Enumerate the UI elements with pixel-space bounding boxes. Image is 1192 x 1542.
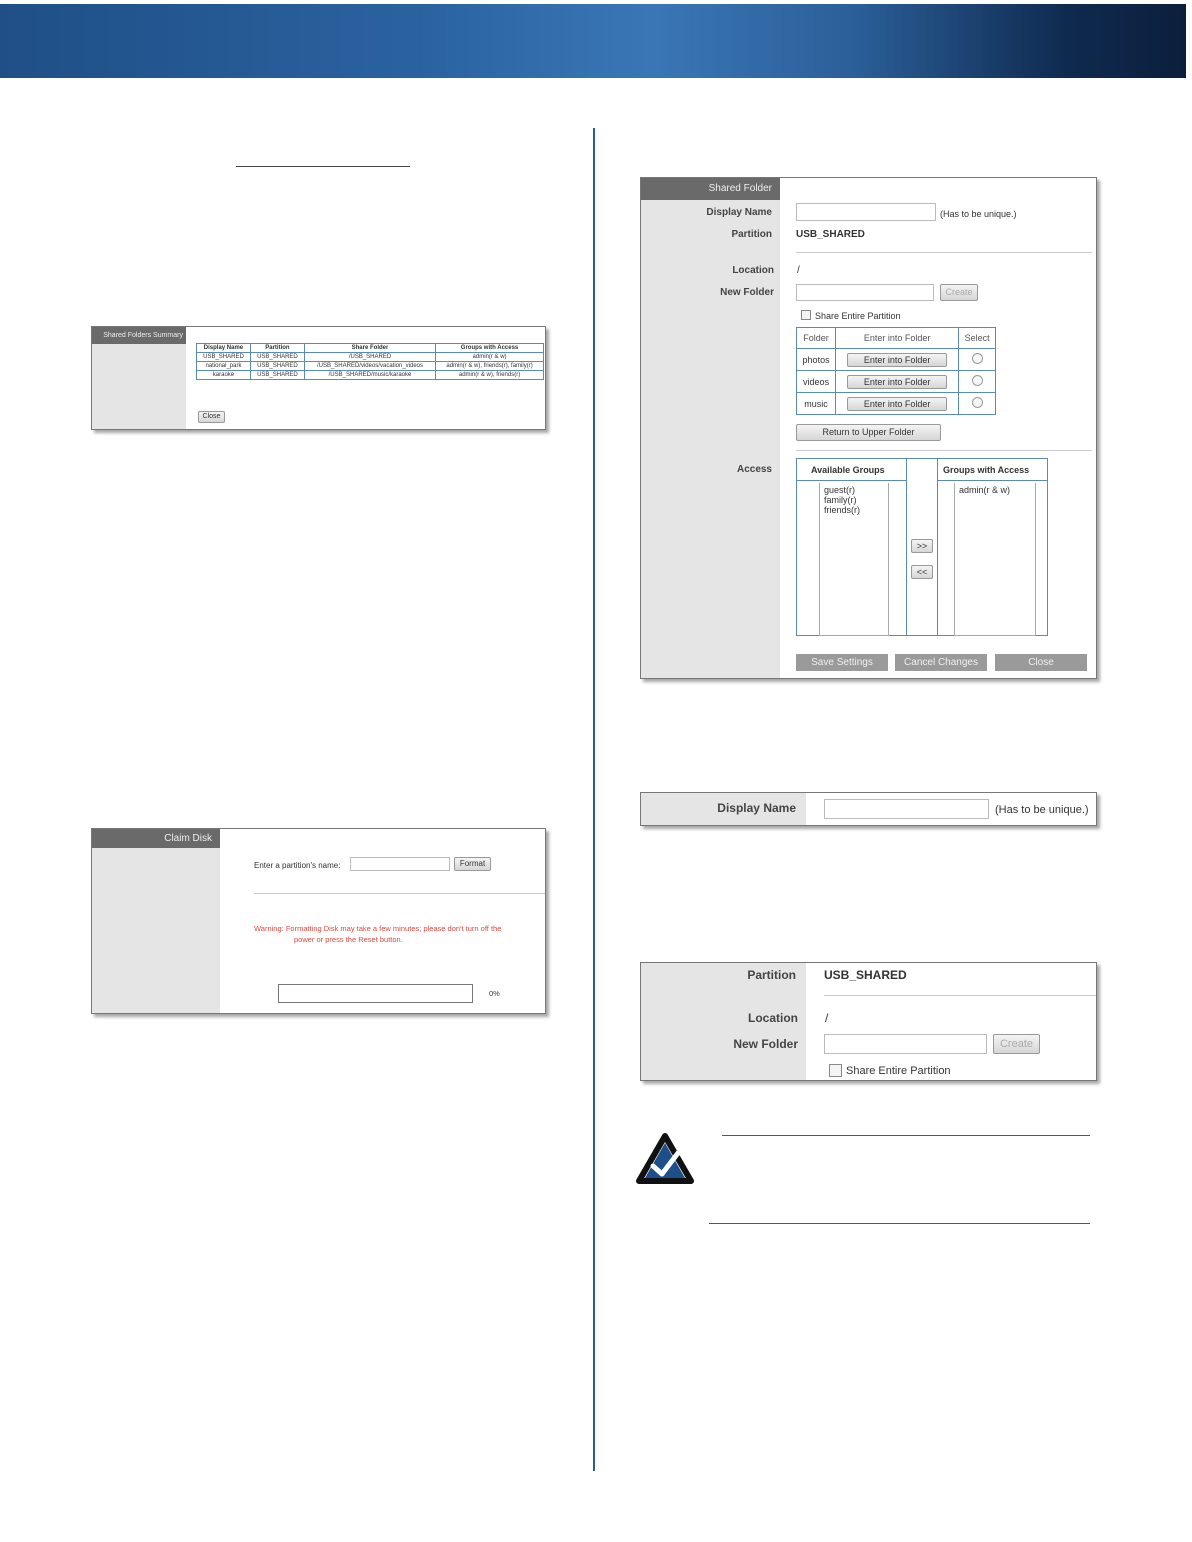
summary-cell: USB_SHARED xyxy=(250,362,304,371)
folder-name: music xyxy=(797,393,836,415)
enter-folder-cell xyxy=(836,393,959,415)
folder-col-header: Folder xyxy=(797,328,836,349)
summary-cell: admin(r & w), friends(r) xyxy=(436,371,544,380)
note-check-icon xyxy=(636,1133,694,1185)
new-folder-crop-label: New Folder xyxy=(733,1037,798,1051)
summary-table xyxy=(196,343,544,380)
display-name-screenshot xyxy=(640,792,1097,826)
save-settings-button[interactable]: Save Settings xyxy=(796,654,888,671)
enter-folder-cell xyxy=(836,371,959,393)
select-cell xyxy=(959,349,996,371)
display-name-crop-label: Display Name xyxy=(717,801,796,815)
share-entire-partition-label: Share Entire Partition xyxy=(815,311,901,321)
format-progress-bar xyxy=(278,984,473,1003)
access-header-rule xyxy=(797,480,907,481)
select-radio[interactable] xyxy=(972,397,983,408)
display-name-input[interactable] xyxy=(796,203,936,221)
section-title-rule xyxy=(236,166,410,167)
create-folder-button[interactable]: Create xyxy=(940,284,978,301)
close-button[interactable]: Close xyxy=(995,654,1087,671)
display-name-crop-input[interactable] xyxy=(824,799,989,819)
access-box xyxy=(796,458,1048,636)
table-row xyxy=(197,371,544,380)
summary-cell: USB_SHARED xyxy=(250,353,304,362)
access-header-rule xyxy=(937,480,1047,481)
location-crop-label: Location xyxy=(748,1011,798,1025)
partition-screenshot xyxy=(640,962,1097,1081)
claim-sidebar xyxy=(92,829,220,1013)
remove-group-button[interactable]: << xyxy=(911,565,933,579)
summary-header-row xyxy=(197,344,544,353)
format-warning-line1: Warning: Formatting Disk may take a few minutes; please don't turn off the xyxy=(254,924,502,933)
shared-sidebar xyxy=(641,178,780,678)
return-upper-folder-button[interactable]: Return to Upper Folder xyxy=(796,424,941,441)
shared-folder-screenshot xyxy=(640,177,1097,679)
summary-cell: admin(r & w) xyxy=(436,353,544,362)
table-row xyxy=(197,362,544,371)
select-radio[interactable] xyxy=(972,353,983,364)
format-progress-text: 0% xyxy=(489,989,500,998)
location-label: Location xyxy=(732,265,774,276)
summary-cell: karaoke xyxy=(197,371,251,380)
folder-name: videos xyxy=(797,371,836,393)
cancel-changes-button[interactable]: Cancel Changes xyxy=(895,654,987,671)
location-crop-value: / xyxy=(825,1011,829,1025)
claim-divider xyxy=(254,893,545,894)
summary-cell: USB_SHARED xyxy=(197,353,251,362)
note-top-rule xyxy=(722,1135,1090,1136)
create-crop-button[interactable]: Create xyxy=(993,1034,1040,1054)
partition-value: USB_SHARED xyxy=(796,229,865,240)
list-item[interactable]: admin(r & w) xyxy=(959,485,1011,495)
claim-disk-screenshot xyxy=(91,828,546,1014)
available-groups-header: Available Groups xyxy=(811,465,885,475)
summary-cell: /USB_SHARED xyxy=(304,353,435,362)
access-label: Access xyxy=(736,464,772,475)
summary-cell: /USB_SHARED/videos/vacation_videos xyxy=(304,362,435,371)
select-radio[interactable] xyxy=(972,375,983,386)
select-cell xyxy=(959,371,996,393)
list-item[interactable]: guest(r) xyxy=(824,485,856,495)
select-cell xyxy=(959,393,996,415)
enter-folder-cell xyxy=(836,349,959,371)
available-groups-list[interactable] xyxy=(819,483,889,636)
format-button[interactable]: Format xyxy=(454,857,491,871)
enter-folder-button[interactable]: Enter into Folder xyxy=(847,353,947,367)
summary-col-display-name: Display Name xyxy=(197,344,251,353)
note-bottom-rule xyxy=(709,1223,1090,1224)
partition-name-prompt: Enter a partition's name: xyxy=(254,861,341,870)
summary-col-share-folder: Share Folder xyxy=(304,344,435,353)
summary-col-partition: Partition xyxy=(250,344,304,353)
unique-hint: (Has to be unique.) xyxy=(940,209,1017,219)
select-col-header: Select xyxy=(959,328,996,349)
new-folder-input[interactable] xyxy=(796,284,934,301)
display-name-label: Display Name xyxy=(706,207,772,218)
partition-name-input[interactable] xyxy=(350,857,450,871)
display-name-crop-hint: (Has to be unique.) xyxy=(995,804,1089,816)
folder-table-header xyxy=(797,328,996,349)
table-row xyxy=(197,353,544,362)
new-folder-crop-input[interactable] xyxy=(824,1034,987,1054)
summary-cell: national_park xyxy=(197,362,251,371)
new-folder-label: New Folder xyxy=(720,287,774,298)
summary-cell: /USB_SHARED/music/karaoke xyxy=(304,371,435,380)
table-row xyxy=(797,371,996,393)
add-group-button[interactable]: >> xyxy=(911,539,933,553)
table-row xyxy=(797,393,996,415)
partition-crop-label: Partition xyxy=(747,968,796,982)
summary-cell: admin(r & w), friends(r), family(r) xyxy=(436,362,544,371)
summary-close-button[interactable]: Close xyxy=(198,411,225,423)
partition-crop-divider xyxy=(824,995,1096,996)
shared-title: Shared Folder xyxy=(641,178,780,200)
partition-label: Partition xyxy=(731,229,772,240)
partition-divider xyxy=(796,252,1092,253)
access-divider xyxy=(796,450,1092,451)
location-value: / xyxy=(797,265,800,276)
list-item[interactable]: friends(r) xyxy=(824,505,861,515)
enter-folder-button[interactable]: Enter into Folder xyxy=(847,375,947,389)
column-divider xyxy=(593,128,595,1471)
shared-folders-summary-screenshot xyxy=(91,326,546,430)
enter-col-header: Enter into Folder xyxy=(836,328,959,349)
folder-name: photos xyxy=(797,349,836,371)
partition-crop-value: USB_SHARED xyxy=(824,968,907,982)
groups-with-access-header: Groups with Access xyxy=(943,465,1030,475)
summary-cell: USB_SHARED xyxy=(250,371,304,380)
share-entire-crop-checkbox[interactable] xyxy=(829,1064,842,1077)
share-entire-partition-checkbox[interactable] xyxy=(801,310,811,320)
list-item[interactable]: family(r) xyxy=(824,495,857,505)
enter-folder-button[interactable]: Enter into Folder xyxy=(847,397,947,411)
summary-col-groups: Groups with Access xyxy=(436,344,544,353)
header-banner xyxy=(0,4,1186,78)
claim-title: Claim Disk xyxy=(92,829,220,848)
groups-with-access-list[interactable] xyxy=(954,483,1036,636)
table-row xyxy=(797,349,996,371)
summary-title: Shared Folders Summary xyxy=(92,327,186,344)
folder-table xyxy=(796,327,996,415)
share-entire-crop-label: Share Entire Partition xyxy=(846,1065,951,1077)
format-warning-line2: power or press the Reset button. xyxy=(294,935,403,944)
